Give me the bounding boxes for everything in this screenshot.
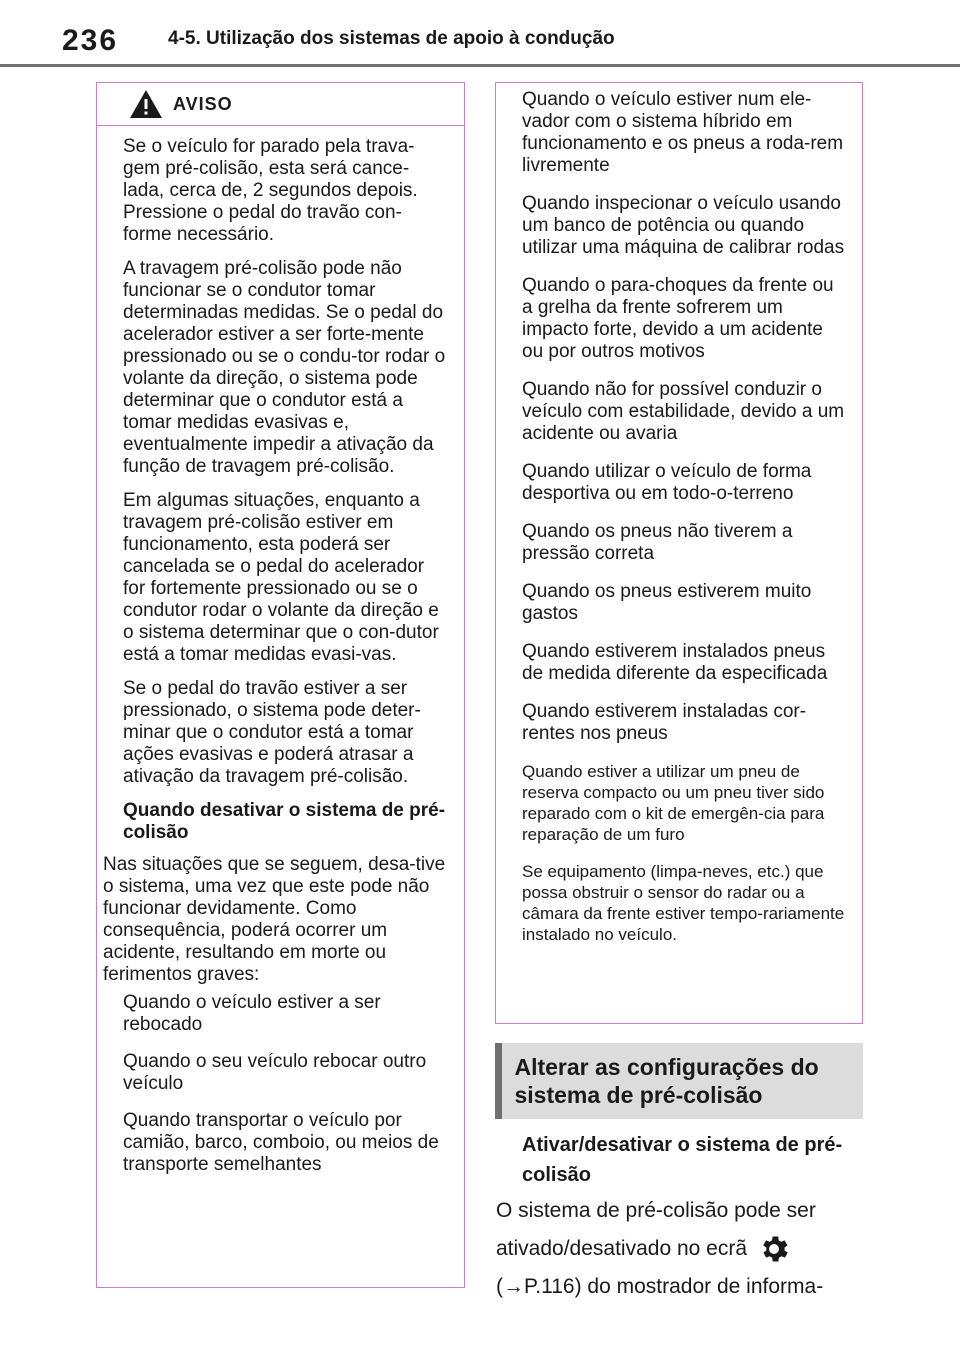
list-item: Quando os pneus estiverem muito gastos — [522, 581, 812, 624]
sub-heading: Ativar/desativar o sistema de pré-colisão — [522, 1134, 843, 1186]
list-item: Quando transportar o veículo por camião, barco, comboio, ou meios de transporte semelhantes — [123, 1110, 439, 1175]
body-text-part: (→P.116) do mostrador de informa- — [496, 1275, 824, 1298]
warning-box — [96, 82, 465, 1288]
list-item: Quando o veículo estiver a ser rebocado — [123, 992, 381, 1035]
disable-heading: Quando desativar o sistema de pré-colisão — [123, 800, 446, 843]
warning-paragraph: Se o pedal do travão estiver a ser pressionado, o sistema pode deter-minar que o condutor está a tomar ações evasivas e poderá atrasar a ativação da travagem pré-colisão. — [123, 678, 421, 787]
list-item: Quando os pneus não tiverem a pressão correta — [522, 521, 793, 564]
list-item: Quando inspecionar o veículo usando um banco de potência ou quando utilizar uma máquina de calibrar rodas — [522, 193, 845, 258]
body-text-part: O sistema de pré-colisão pode ser ativado/desativado no ecrã — [496, 1199, 816, 1260]
warning-title: AVISO — [173, 93, 233, 114]
warning-content — [97, 126, 464, 1176]
list-item: Se equipamento (limpa-neves, etc.) que possa obstruir o sensor do radar ou a câmara da frente estiver tempo-rariamente instalado no veículo. — [522, 862, 845, 944]
list-item: Quando o seu veículo rebocar outro veículo — [123, 1051, 427, 1094]
list-item: Quando o para-choques da frente ou a grelha da frente sofrerem um impacto forte, devido a um acidente ou por outros motivos — [522, 275, 834, 362]
list-item: Quando estiverem instaladas cor-rentes nos pneus — [522, 701, 807, 744]
warning-header — [97, 83, 464, 126]
heading-accent-bar — [495, 1043, 502, 1119]
section-title: 4-5. Utilização dos sistemas de apoio à condução — [168, 28, 615, 49]
warning-paragraph: A travagem pré-colisão pode não funcionar se o condutor tomar determinadas medidas. Se o pedal do acelerador estiver a ser forte-mente pressionado ou se o condu-tor rodar o volante da direção, o sistema pode determinar que o condutor está a tomar medidas evasivas e, eventualmente impedir a ativação da função de travagem pré-colisão. — [123, 258, 446, 477]
section-heading-box — [495, 1043, 863, 1119]
warning-paragraph: Em algumas situações, enquanto a travagem pré-colisão estiver em funcionamento, esta poderá ser cancelada se o pedal do acelerador for fortemente pressionado ou se o condutor rodar o volante da direção e o sistema determinar que o con-dutor está a tomar medidas evasi-vas. — [123, 490, 439, 665]
list-item: Quando o veículo estiver num ele-vador com o sistema híbrido em funcionamento e os pneus a roda-rem livremente — [522, 89, 844, 176]
body-paragraph — [496, 1192, 876, 1306]
situations-list — [496, 83, 862, 945]
list-item: Quando estiver a utilizar um pneu de reserva compacto ou um pneu tiver sido reparado com o kit de emergên-cia para reparação de um furo — [522, 762, 825, 844]
list-item: Quando não for possível conduzir o veículo com estabilidade, devido a um acidente ou avaria — [522, 379, 845, 444]
header-divider — [0, 64, 960, 67]
warning-triangle-icon — [129, 89, 163, 119]
page-number: 236 — [62, 24, 119, 57]
warning-box-continued — [495, 82, 863, 1024]
list-item: Quando estiverem instalados pneus de medida diferente da especificada — [522, 641, 828, 684]
gear-icon — [757, 1232, 791, 1266]
warning-paragraph: Se o veículo for parado pela trava-gem pré-colisão, esta será cance-lada, cerca de, 2 segundos depois. Pressione o pedal do travão con-forme necessário. — [123, 136, 418, 245]
disable-intro: Nas situações que se seguem, desa-tive o sistema, uma vez que este pode não funcionar devidamente. Como consequência, poderá ocorrer um acidente, resultando em morte ou ferimentos graves: — [103, 854, 446, 985]
section-heading: Alterar as configurações do sistema de pré-colisão — [514, 1054, 819, 1108]
list-item: Quando utilizar o veículo de forma desportiva ou em todo-o-terreno — [522, 461, 812, 504]
